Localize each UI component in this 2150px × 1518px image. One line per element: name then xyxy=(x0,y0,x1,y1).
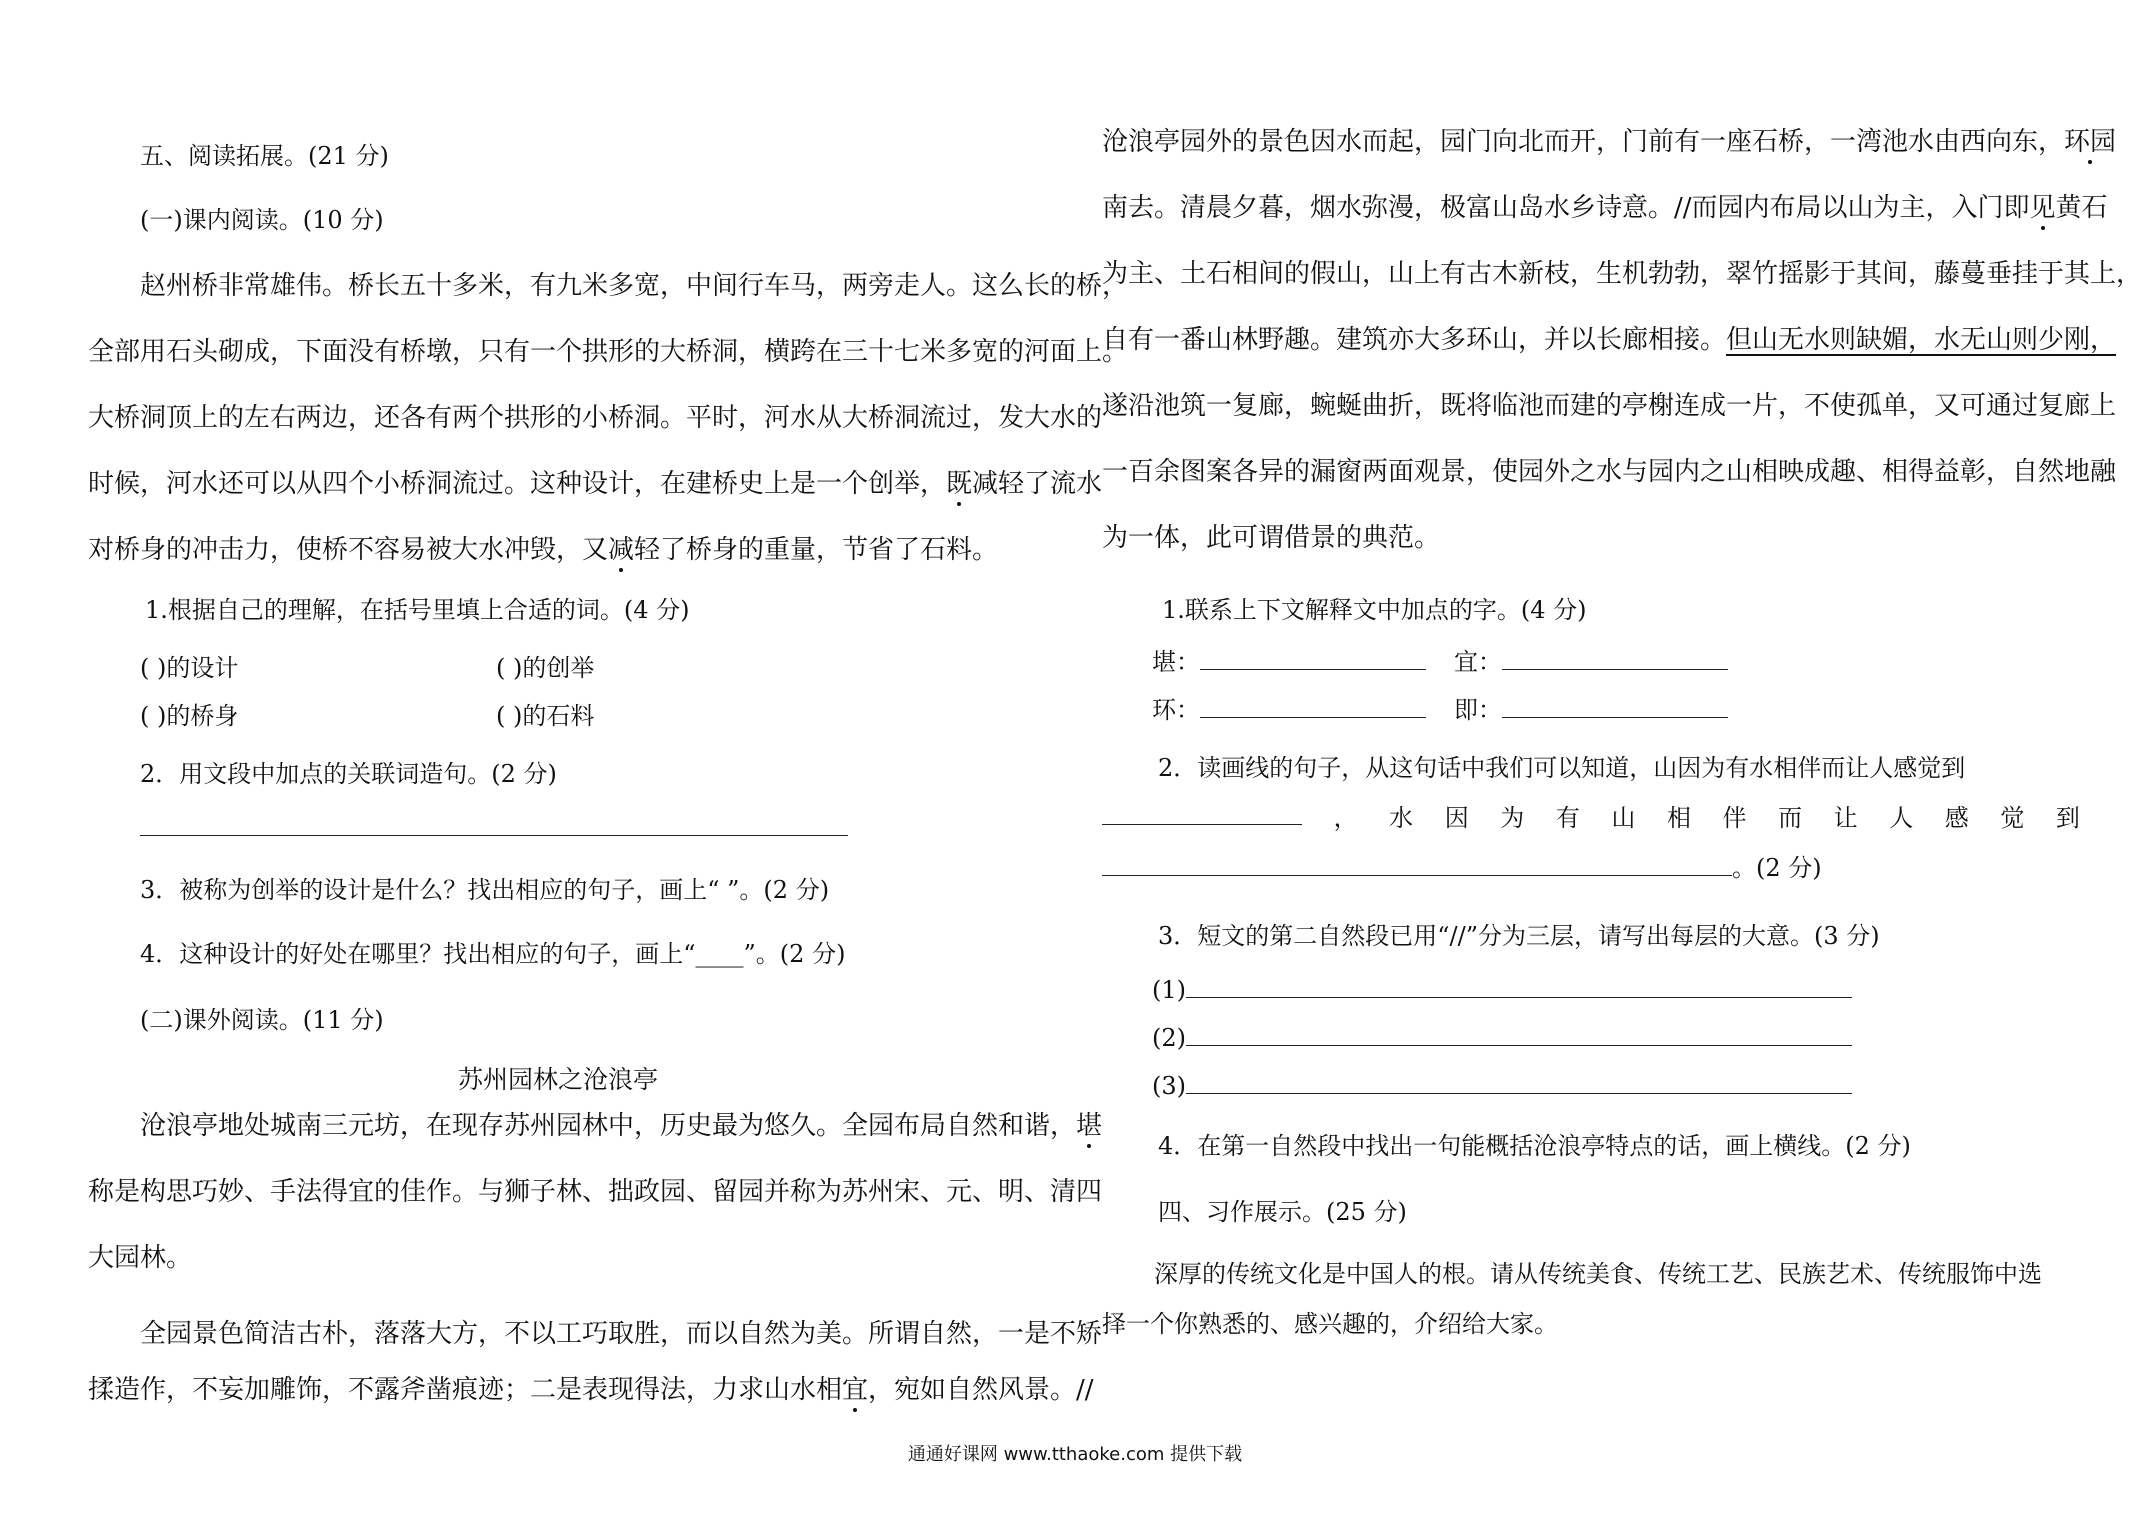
dotted-char: 即见黄 xyxy=(2003,193,2082,223)
answer-line[interactable] xyxy=(1502,695,1728,718)
article-line: 自有一番山林野趣。建筑亦大多环山，并以长廊相接。但山无水则缺媚，水无山则少刚， xyxy=(1102,325,2117,355)
essay-prompt: 择一个你熟悉的、感兴趣的，介绍给大家。 xyxy=(1102,1310,1558,1338)
answer-line[interactable] xyxy=(1200,647,1426,670)
question-2: 2．读画线的句子，从这句话中我们可以知道，山因为有水相伴而让人感觉到 xyxy=(1158,754,1966,782)
article-line: 南去。清晨夕暮，烟水弥漫，极富山岛水乡诗意。//而园内布局以山为主，入门即见黄石 xyxy=(1102,193,2108,223)
passage-line: 全部用石头砌成，下面没有桥墩，只有一个拱形的大桥洞，横跨在三十七米多宽的河面上。 xyxy=(88,337,1129,367)
question-4: 4．在第一自然段中找出一句能概括沧浪亭特点的话，画上横线。(2 分) xyxy=(1158,1132,1911,1160)
dotted-char: 既 xyxy=(946,469,973,499)
underlined-sentence: 但山无水则缺媚，水无山则少刚， xyxy=(1726,325,2117,355)
dotted-char: 宜 xyxy=(842,1375,869,1405)
article-title: 苏州园林之沧浪亭 xyxy=(458,1065,659,1094)
definition-ji: 即： xyxy=(1454,694,1728,726)
answer-line[interactable] xyxy=(1186,1071,1852,1094)
answer-line[interactable] xyxy=(1502,647,1728,670)
answer-line[interactable] xyxy=(140,812,848,844)
footer-source: 通通好课网 www.tthaoke.com 提供下载 xyxy=(907,1444,1243,1465)
article-line: 揉造作，不妄加雕饰，不露斧凿痕迹；二是表现得法，力求山水相宜，宛如自然风景。// xyxy=(88,1375,1094,1405)
layer-2: (2) xyxy=(1152,1022,1852,1054)
fill-blank[interactable]: ( )的设计 xyxy=(140,654,239,682)
passage-line: 对桥身的冲击力，使桥不容易被大水冲毁，又减轻了桥身的重量，节省了石料。 xyxy=(88,535,999,565)
question-4: 4．这种设计的好处在哪里？找出相应的句子，画上“____”。(2 分) xyxy=(140,940,846,968)
passage-line: 大桥洞顶上的左右两边，还各有两个拱形的小桥洞。平时，河水从大桥洞流过，发大水的 xyxy=(88,403,1103,433)
section-four-heading: 四、习作展示。(25 分) xyxy=(1158,1198,1407,1226)
article-line: 大园林。 xyxy=(88,1243,193,1273)
question-3: 3．短文的第二自然段已用“//”分为三层，请写出每层的大意。(3 分) xyxy=(1158,922,1880,950)
definition-kan: 堪： xyxy=(1152,646,1426,678)
article-line: 遂沿池筑一复廊，蜿蜒曲折，既将临池而建的亭榭连成一片，不使孤单，又可通过复廊上 xyxy=(1102,391,2117,421)
question-2-end: 。(2 分) xyxy=(1102,852,1822,884)
article-line: 全园景色简洁古朴，落落大方，不以工巧取胜，而以自然为美。所谓自然，一是不矫 xyxy=(140,1319,1103,1349)
fill-blank[interactable]: ( )的桥身 xyxy=(140,702,239,730)
article-line: 沧浪亭园外的景色因水而起，园门向北而开，门前有一座石桥，一湾池水由西向东，环园 xyxy=(1102,127,2117,157)
layer-1: (1) xyxy=(1152,974,1852,1006)
article-line: 为主、土石相间的假山，山上有古木新枝，生机勃勃，翠竹摇影于其间，藤蔓垂挂于其上， xyxy=(1102,259,2143,289)
question-1: 1.根据自己的理解，在括号里填上合适的词。(4 分) xyxy=(145,596,690,624)
article-line: 一百余图案各异的漏窗两面观景，使园外之水与园内之山相映成趣、相得益彰，自然地融 xyxy=(1102,457,2117,487)
layer-3: (3) xyxy=(1152,1070,1852,1102)
question-2-line: ， 水 因 为 有 山 相 伴 而 让 人 感 觉 到 xyxy=(1102,802,2080,834)
part-one-heading: (一)课内阅读。(10 分) xyxy=(140,206,384,234)
essay-prompt: 深厚的传统文化是中国人的根。请从传统美食、传统工艺、民族艺术、传统服饰中选 xyxy=(1154,1260,2042,1288)
part-two-heading: (二)课外阅读。(11 分) xyxy=(140,1006,384,1034)
answer-line[interactable] xyxy=(1186,975,1852,998)
dotted-char: 堪 xyxy=(1076,1111,1103,1141)
question-3: 3．被称为创举的设计是什么？找出相应的句子，画上“ ”。(2 分) xyxy=(140,876,830,904)
passage-line: 赵州桥非常雄伟。桥长五十多米，有九米多宽，中间行车马，两旁走人。这么长的桥， xyxy=(140,271,1129,301)
passage-line: 时候，河水还可以从四个小桥洞流过。这种设计，在建桥史上是一个创举，既减轻了流水 xyxy=(88,469,1103,499)
dotted-char: 减 xyxy=(608,535,635,565)
dotted-char: 环园 xyxy=(2064,127,2117,157)
fill-blank[interactable]: ( )的创举 xyxy=(496,654,595,682)
article-line: 称是构思巧妙、手法得宜的佳作。与狮子林、拙政园、留园并称为苏州宋、元、明、清四 xyxy=(88,1177,1103,1207)
definition-yi: 宜： xyxy=(1454,646,1728,678)
answer-line[interactable] xyxy=(1102,802,1302,825)
definition-huan: 环： xyxy=(1152,694,1426,726)
answer-line[interactable] xyxy=(1186,1023,1852,1046)
fill-blank[interactable]: ( )的石料 xyxy=(496,702,595,730)
question-2: 2．用文段中加点的关联词造句。(2 分) xyxy=(140,760,557,788)
section-five-heading: 五、阅读拓展。(21 分) xyxy=(140,142,389,170)
article-line: 为一体，此可谓借景的典范。 xyxy=(1102,523,1441,553)
article-line: 沧浪亭地处城南三元坊，在现存苏州园林中，历史最为悠久。全园布局自然和谐，堪 xyxy=(140,1111,1103,1141)
answer-line[interactable] xyxy=(1102,853,1732,876)
question-1: 1.联系上下文解释文中加点的字。(4 分) xyxy=(1162,596,1587,624)
answer-line[interactable] xyxy=(1200,695,1426,718)
